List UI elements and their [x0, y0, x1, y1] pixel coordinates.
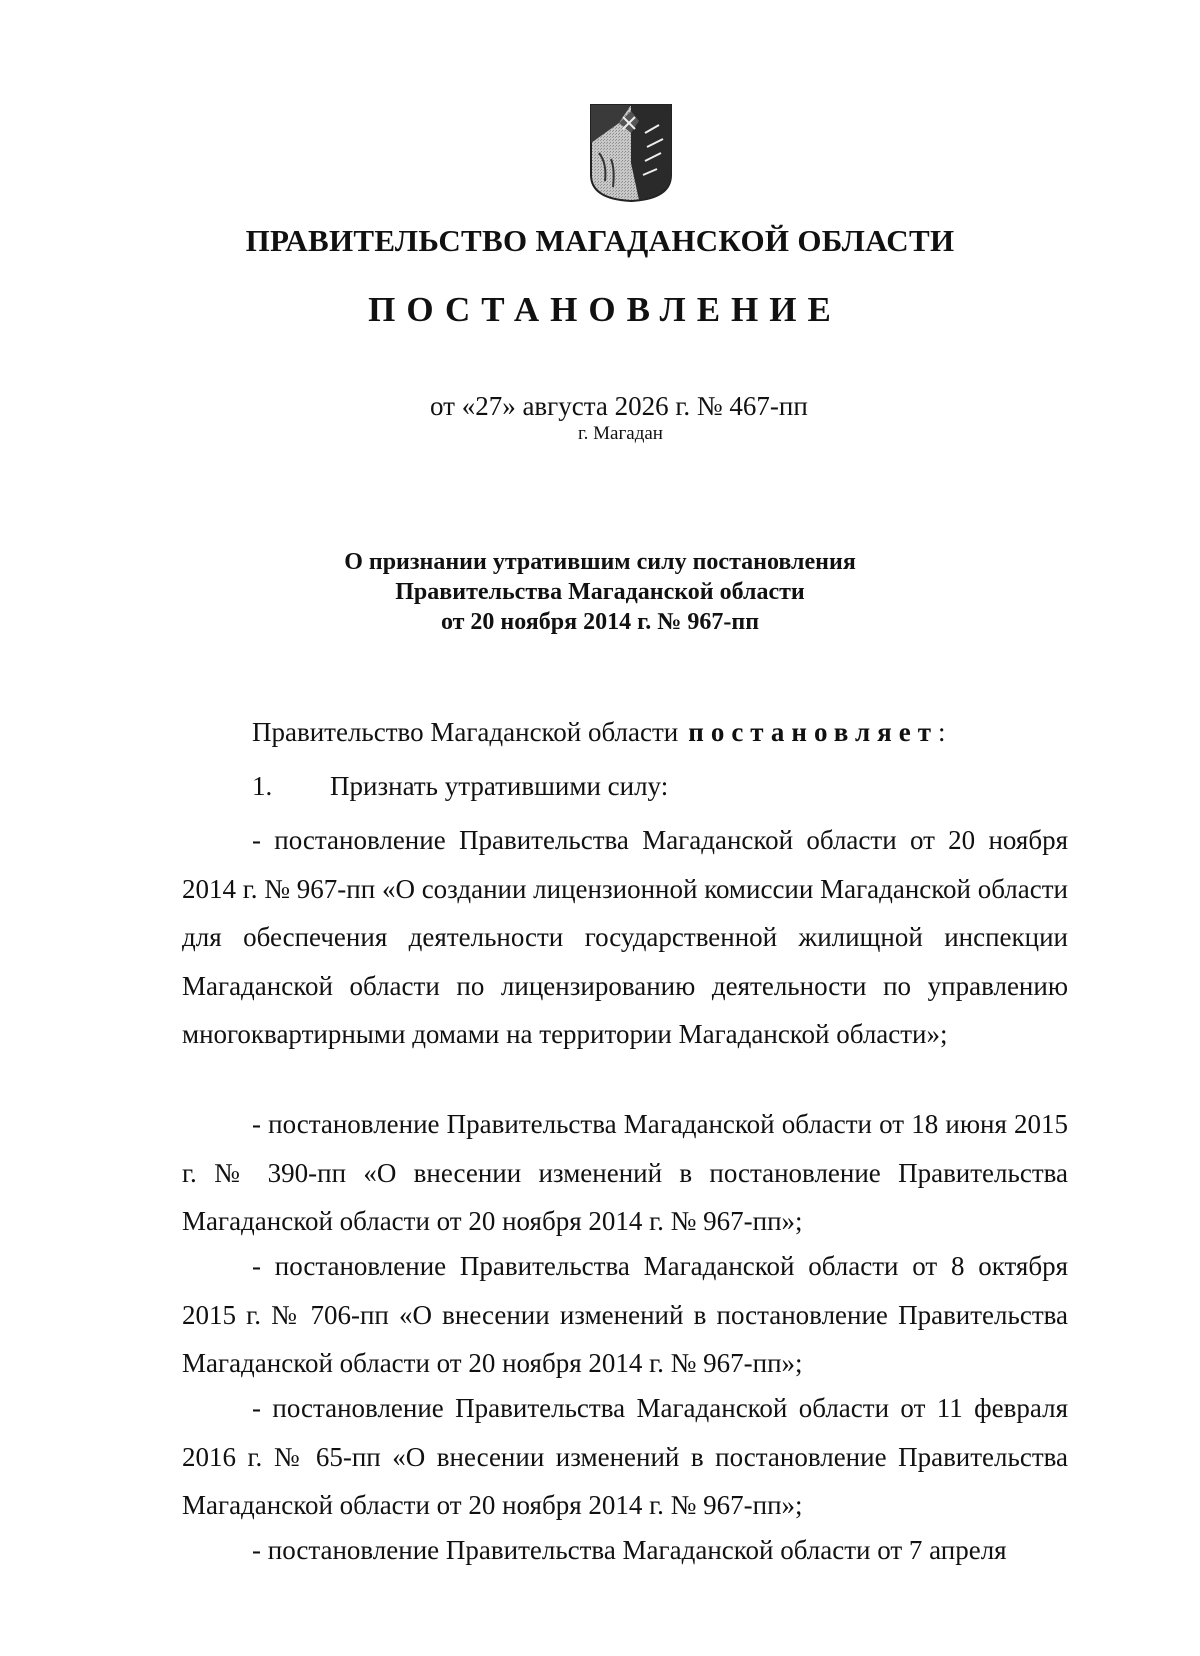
subject-line: от 20 ноября 2014 г. № 967-пп [440, 609, 760, 635]
item-number: 1. [252, 771, 273, 801]
city: г. Магадан [578, 423, 663, 444]
item-text: Признать утратившими силу: [330, 771, 669, 801]
date-number: от «27» августа 2026 г. № 467-пп [430, 391, 808, 421]
document-type: ПОСТАНОВЛЕНИЕ [368, 290, 842, 329]
document-subject [0, 547, 1200, 637]
government-title: ПРАВИТЕЛЬСТВО МАГАДАНСКОЙ ОБЛАСТИ [245, 223, 955, 258]
subject-line: Правительства Магаданской области [395, 579, 805, 605]
list-item: - постановление Правительства Магаданской области от 7 апреля [252, 1535, 1007, 1565]
intro-suffix: : [938, 717, 946, 747]
coat-of-arms-icon [589, 103, 673, 203]
list-item: - постановление Правительства Магаданской области от 20 ноября 2014 г. № 967-пп «О создании лицензионной комиссии Магаданской области для обеспечения деятельности государственной жилищной инспекции Магаданской области по лицензированию деятельности по управлению многоквартирными домами на территории Магаданской области»; [182, 825, 1068, 1049]
list-item: - постановление Правительства Магаданской области от 18 июня 2015 г. № 390-пп «О внесении изменений в постановление Правительства Магаданской области от 20 ноября 2014 г. № 967-пп»; [182, 1109, 1068, 1236]
intro-line [252, 717, 1138, 748]
list-item: - постановление Правительства Магаданской области от 8 октября 2015 г. № 706-пп «О внесении изменений в постановление Правительства Магаданской области от 20 ноября 2014 г. № 967-пп»; [182, 1251, 1068, 1378]
intro-decree: постановляет [688, 717, 939, 747]
list-item: - постановление Правительства Магаданской области от 11 февраля 2016 г. № 65-пп «О внесении изменений в постановление Правительства Магаданской области от 20 ноября 2014 г. № 967-пп»; [182, 1393, 1068, 1520]
intro-prefix: Правительство Магаданской области [252, 717, 679, 747]
subject-line: О признании утратившим силу постановления [344, 549, 856, 575]
